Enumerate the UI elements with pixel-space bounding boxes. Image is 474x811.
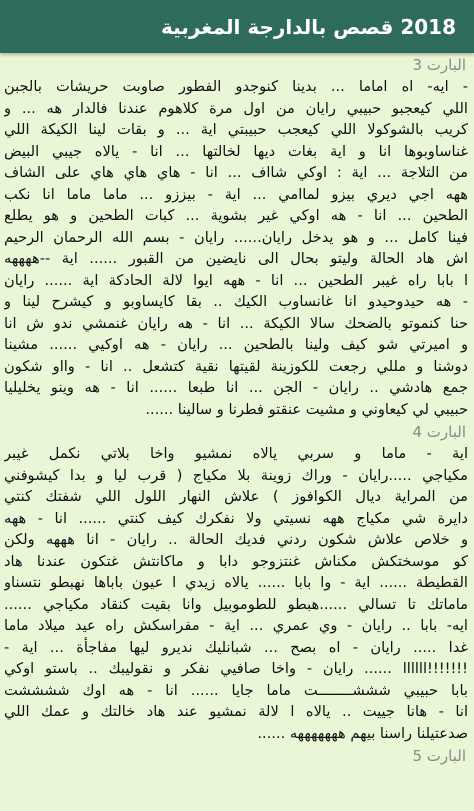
app-title: 2018 قصص بالدارجة المغربية [161, 14, 456, 39]
story-line: ايه- بابا .. رايان - وي عمري ... اية - مفراسكش راه عيد ميلاد ماما [4, 617, 468, 634]
story-line: اش هاد الحالة وليتو بحال الى نايضين من القبور ...... اية --ههههه [4, 250, 468, 267]
story-line: اية - ماما و سربي يالاه نمشيو واخا بلاتي نكمل غيبر [4, 445, 468, 462]
story-line: ا بابا راه غيبر الطحين ... انا - ههه ايوا لالة الحادكة اية ...... رايان [4, 271, 468, 289]
story-line: و اميرتي شو كيف ولينا بالطحين ... رايان - هه اوكيي ...... مشينا [4, 336, 468, 353]
story-line: انا - هانا جييت .. يالاه ا لالة نمشيو عند هاد خالتك و عمك اللي [4, 703, 468, 720]
story-line: !!!!!!!اااااا ...... رايان - واخا صافيي نفكر و نقوليبك .. باستو اوكي [4, 660, 468, 677]
story-line: الطحين ... انا - هه اوكي غير بشوية ... كبات الطحين و هو يطلع [4, 207, 468, 224]
story-line: - ايه- اه اماما ... بدينا كنوجدو الفطور صاوبت حريشات بالجبن [4, 78, 468, 95]
story-line: اللي كيعجبو حبيبي رايان من اول مرة كلاهوم عندنا فالدار هه ... و [4, 99, 468, 117]
story-line: مكياجي .....رايان - وراك زوينة بلا مكياج ( قرب ليا و بدا كيشوفني [4, 466, 468, 484]
story-part [4, 746, 468, 767]
story-line: جمع هادشي .. رايان - الجن ... انا طبعا ...... انا - هه وينو يخليليا [4, 379, 468, 396]
story-line: كريب بالشوكولا اللي كيعجب حبيبتي اية ... و بقات لينا الكيكة اللي [4, 121, 468, 138]
story-line: ماماتك تا تسالي ......هبطو للطوموبيل وانا بقيت كنقاد مكياجي ...... [4, 595, 468, 613]
story-part [4, 422, 468, 744]
part-heading: البارت 3 [412, 56, 466, 74]
story-part [4, 55, 468, 420]
story-line: حبيبي لي كيعاوني و مشيت عنقتو فطرنا و سالينا ...... [145, 400, 468, 418]
story-line: من التلاجة ... اية : اوكي شااف ... انا - هاي هاي هاي على الشاف [4, 164, 468, 181]
part-heading: البارت 4 [412, 423, 466, 441]
story-line: صدعتيلنا راسنا بيهم هههههههه ...... [257, 724, 468, 742]
story-line: فينا كامل ... و هو يدخل رايان...... رايان - بسم الله الرحمان الرحيم [4, 228, 468, 246]
story-line: غناساوبوها انا و اية بغات ديها لخالتها ... انا - يالاه جيبي البيض [4, 142, 468, 160]
story-content[interactable] [0, 55, 474, 811]
part-heading: البارت 5 [412, 747, 466, 765]
story-line: دايرة شي مكياج ههه نسيتي ولا نفكرك كيف كنتي ...... انا - ههه [4, 509, 468, 527]
story-line: غدا ..... رايان - اه بصح ... شبانليك نديرو ليها مفاجأة ... اية - [4, 638, 468, 656]
story-line: حنا كنموتو بالضحك سالا الكيكة ... انا - هه رايان غنمشي ندو ش انا [4, 314, 468, 332]
story-line: من المراية ديال الكوافوز ) علاش النهار اللول اللي شفتك كنتي [4, 488, 468, 505]
story-line: القطيطة ...... اية - وا بابا ...... يالاه زيدي ا عيون باباها نهبطو نتسناو [4, 574, 468, 591]
story-line: و خلاص علاش شكون ردني فديك الحالة .. رايان - انا هههه ولكن [4, 531, 468, 548]
app-bar [0, 0, 474, 53]
story-line: بابا حبيبي شششــــــــت ماما جايا ...... انا - هه اوك ششششت [4, 681, 468, 699]
story-line: دوشنا و مللي رجعت للكوزينة لقيتها نقية كتشعل .. انا - وااو شكون [4, 357, 468, 375]
story-line: كو موسختكش مكناش غنتزوجو دابا و ماكانتش غتكون عندنا هاد [4, 552, 468, 570]
story-line: - هه حيدوحيدو انا غانساوب الكيك .. بقا كايساوبو و كيشرح لينا و [4, 293, 468, 310]
story-line: ههه اجي ديري بيزو لماامي ... اية - بيززو ... ماما ماما انا نكب [4, 185, 468, 203]
